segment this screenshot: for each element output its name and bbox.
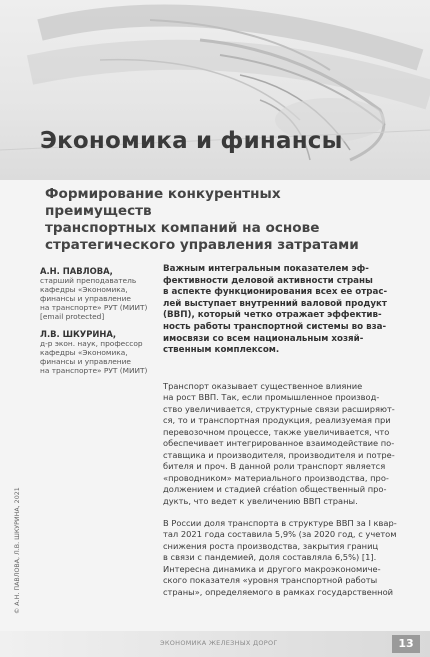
body-line: В России доля транспорта в структуре ВВП за I квар-: [163, 517, 397, 528]
footer-running-title: ЭКОНОМИКА ЖЕЛЕЗНЫХ ДОРОГ: [160, 639, 278, 647]
author-1: [40, 266, 154, 321]
article-title-line: стратегического управления затратами: [45, 237, 359, 253]
body-paragraph-2: [163, 518, 398, 598]
abstract-line: имосвязи со всем национальным хозяй-: [163, 333, 364, 344]
author-affiliation: финансы и управление: [40, 357, 131, 366]
body-line: Транспорт оказывает существенное влияние: [163, 381, 363, 391]
body-line: снижения роста производства, закрытия границ: [163, 540, 379, 551]
footer-bar: [0, 631, 430, 657]
author-affiliation: на транспорте» РУТ (МИИТ): [40, 303, 148, 312]
body-line: ского показателя «уровня транспортной работы: [163, 575, 378, 586]
abstract-line: (ВВП), который четко отражает эффектив-: [163, 310, 382, 321]
body-line: страны», определяемого в рамках государственной: [163, 586, 394, 597]
body-line: на рост ВВП. Так, если промышленное производ-: [163, 392, 380, 403]
body-line: в связи с пандемией, доля составляла 6,5%) [1].: [163, 552, 377, 563]
abstract-line: Важным интегральным показателем эф-: [163, 264, 369, 274]
body-line: перевозочном процессе, также увеличивается, что: [163, 426, 390, 437]
author-affiliation: д-р экон. наук, профессор: [40, 339, 143, 348]
author-name: Л.В. ШКУРИНА,: [40, 329, 117, 339]
author-affiliation: финансы и управление: [40, 294, 131, 303]
article-title-line: Формирование конкурентных преимуществ: [45, 186, 281, 219]
body-line: ся, то и транспортная продукция, реализуемая при: [163, 415, 391, 426]
author-affiliation: старший преподаватель: [40, 276, 137, 285]
body-line: тал 2021 года составила 5,9% (за 2020 год, с учетом: [163, 529, 397, 540]
paragraph-gap: [163, 507, 398, 518]
body-paragraph-1: [163, 381, 398, 507]
abstract-line: ность работы транспортной системы во вза-: [163, 321, 387, 332]
author-email[interactable]: [email protected]: [40, 312, 105, 321]
author-affiliation: кафедры «Экономика,: [40, 285, 128, 294]
body-line: ставщика и производителя, производителя и потре-: [163, 449, 395, 460]
author-name: А.Н. ПАВЛОВА,: [40, 266, 113, 276]
body-line: Интересна динамика и другого макроэкономиче-: [163, 563, 381, 574]
authors-block: [40, 266, 154, 383]
body-line: бителя и проч. В данной роли транспорт является: [163, 461, 386, 472]
section-heading: Экономика и финансы: [40, 128, 343, 154]
body-line: должением и стадией création общественный про-: [163, 484, 387, 495]
body-line: дукть, что ведет к увеличению ВВП страны.: [163, 495, 358, 506]
author-affiliation: кафедры «Экономика,: [40, 348, 128, 357]
abstract-line: ственным комплексом.: [163, 345, 280, 356]
body-line: ство увеличивается, структурные связи расширяют-: [163, 403, 395, 414]
article-title-line: транспортных компаний на основе: [45, 220, 320, 236]
side-copyright: © А.Н. ПАВЛОВА, Л.В. ШКУРИНА, 2021: [14, 487, 21, 614]
author-affiliation: на транспорте» РУТ (МИИТ): [40, 366, 148, 375]
abstract-line: в аспекте функционирования всех ее отрас-: [163, 287, 388, 298]
body-text: [163, 381, 398, 598]
page-number: 13: [392, 635, 420, 653]
article-title: [45, 186, 385, 254]
body-line: обеспечивает интегрированное взаимодействие по-: [163, 438, 395, 449]
abstract-line: лей выступает внутренний валовой продукт: [163, 298, 387, 309]
author-2: [40, 329, 154, 375]
abstract-line: фективности деловой активности страны: [163, 275, 373, 286]
abstract: [163, 264, 398, 357]
body-line: «проводником» материального производства, про-: [163, 472, 389, 483]
